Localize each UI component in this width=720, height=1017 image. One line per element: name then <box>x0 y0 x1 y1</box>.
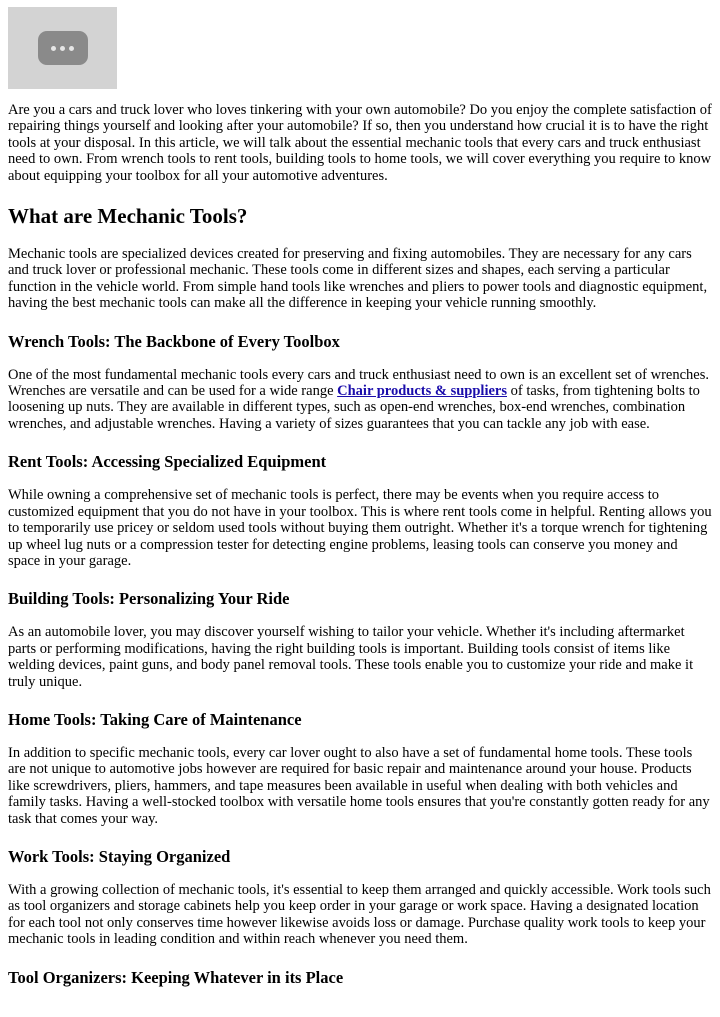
wrench-heading: Wrench Tools: The Backbone of Every Toolbox <box>8 331 340 351</box>
rent-heading: Rent Tools: Accessing Specialized Equipment <box>8 452 327 472</box>
home-paragraph: In addition to specific mechanic tools, every car lover ought to also have a set of fundamental home tools. These tools are not unique to automotive jobs however are required for basic repair and maintenance around your house. Products like screwdrivers, pliers, hammers, and tape measures been available in useful when dealing with both vehicles and family tasks. Having a well-stocked toolbox with versatile home tools ensures that you're constantly gotten ready for any task that comes your way. <box>8 744 710 827</box>
intro-paragraph: Are you a cars and truck lover who loves tinkering with your own automobile? Do you enjoy the complete satisfaction of repairing things yourself and looking after your automobile? If so, then you understand how crucial it is to have the right tools at your disposal. In this article, we will talk about the essential mechanic tools that every cars and truck enthusiast need to own. From wrench tools to rent tools, building tools to home tools, we will cover everything you require to know about equipping your toolbox for all your automotive adventures. <box>8 102 712 184</box>
dot <box>69 46 74 51</box>
dot <box>60 46 65 51</box>
work-paragraph: With a growing collection of mechanic tools, it's essential to keep them arranged and quickly accessible. Work tools such as tool organizers and storage cabinets help you keep order in your garage or work space. Having a designated location for each tool not only conserves time however likewise avoids loss or damage. Purchase quality work tools to keep your mechanic tools in leading condition and within reach whenever you need them. <box>8 881 711 948</box>
main-paragraph: Mechanic tools are specialized devices created for preserving and fixing automobiles. They are necessary for any cars and truck lover or professional mechanic. These tools come in different sizes and shapes, each serving a particular function in the vehicle world. From simple hand tools like wrenches and pliers to power tools and diagnostic equipment, having the best mechanic tools can make all the difference in keeping your vehicle running smoothly. <box>8 246 708 312</box>
rent-paragraph: While owning a comprehensive set of mechanic tools is perfect, there may be events when you require access to customized equipment that you do not have in your toolbox. This is where rent tools come in helpful. Renting allows you to temporarily use pricey or seldom used tools without buying them outright. Whether it's a torque wrench for tightening up wheel lug nuts or a compression tester for detecting engine problems, leasing tools can conserve you money and space in your garage. <box>8 487 712 569</box>
home-heading: Home Tools: Taking Care of Maintenance <box>8 709 302 729</box>
dot <box>51 46 56 51</box>
more-dots-icon <box>38 31 88 65</box>
building-paragraph: As an automobile lover, you may discover yourself wishing to tailor your vehicle. Whether it's including aftermarket parts or performing modifications, having the right building tools is important. Building tools consist of items like welding devices, paint guns, and body panel removal tools. These tools enable you to customize your ride and make it truly unique. <box>8 624 694 690</box>
building-heading: Building Tools: Personalizing Your Ride <box>8 589 290 609</box>
work-heading: Work Tools: Staying Organized <box>8 846 231 866</box>
main-heading: What are Mechanic Tools? <box>8 204 248 229</box>
chair-suppliers-link[interactable]: Chair products & suppliers <box>337 383 507 400</box>
wrench-paragraph <box>8 367 712 433</box>
image-placeholder[interactable] <box>8 7 117 89</box>
wrench-text-before: One of the most fundamental mechanic tools every cars and truck enthusiast need to own is an excellent set of wrenches. Wrenches are versatile and can be used for a wide range <box>8 366 710 400</box>
wrench-text-after: of tasks, from tightening bolts to loosening up nuts. They are available in different types, such as open-end wrenches, box-end wrenches, combination wrenches, and adjustable wrenches. Having a variety of sizes guarantees that you can tackle any job with ease. <box>8 383 700 432</box>
organizers-heading: Tool Organizers: Keeping Whatever in its Place <box>8 967 344 987</box>
